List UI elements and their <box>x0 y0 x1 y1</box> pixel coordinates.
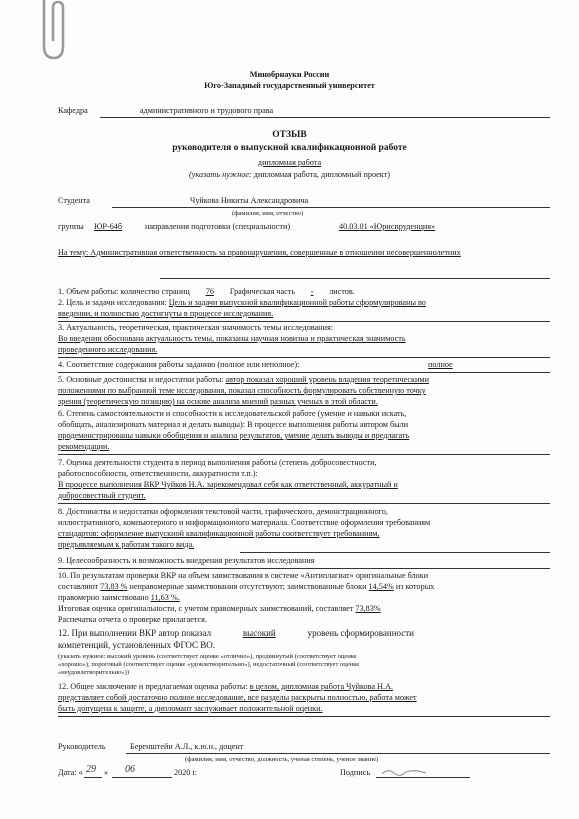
item-4-underline <box>58 372 550 373</box>
item-8-a: 8. Достоинства и недостатки оформления текстовой части, графического, демонстрационного, <box>58 507 388 516</box>
competency-note-1: (указать нужное: высокий уровень (соответствует оценке «отлично»), продвинутый (соответствует оценке <box>58 653 357 660</box>
graphic-count: - <box>310 287 314 296</box>
date-year: 2020 г. <box>174 768 197 777</box>
competency-note-2: «хорошо»), пороговый (соответствует оценке «удовлетворительно»), недостаточный (соответствует оценке <box>58 661 360 668</box>
date-month: 06 <box>125 764 135 775</box>
item-6-c: продемонстрированы навыки обобщения и анализа результатов, умение делать выводы и предлагать <box>58 431 410 440</box>
item-10-b: составляют 73,83 % неправомерные заимствования отсутствуют; заимствованные блоки 14,54% из которых <box>58 582 435 591</box>
item-8-b: иллюстративного, компьютерного и информационного материала. Соответствие оформления требованиям <box>58 518 431 527</box>
item-8-c: стандартов: оформление выпускной квалификационной работы соответствует требованиям, <box>58 529 380 538</box>
item-7-b: работоспособности, ответственности, аккуратности т.п.): <box>58 469 258 478</box>
paperclip-icon <box>32 0 72 62</box>
item-10-a: 10. По результатам проверки ВКР на объем заимствования в системе «Антиплагиат» оригинальные блоки <box>58 571 429 580</box>
signature-mark <box>380 764 430 783</box>
item-3: 3. Актуальность, теоретическая, практическая значимость темы исследования: <box>58 323 333 332</box>
ministry-name: Минобрнауки России <box>249 70 330 79</box>
topic: На тему: Административная ответственность за правонарушения, совершенные в отношении несовершеннолетних <box>58 248 461 257</box>
topic-underline <box>160 278 550 279</box>
supervisor-label: Руководитель <box>58 742 106 751</box>
legal-percent: 11,63 %. <box>150 593 180 602</box>
item-8-underline <box>240 552 550 553</box>
signature-label: Подпись <box>340 768 371 777</box>
item-5-d: зрения (теоретическую позицию) на основе анализа мнений разных ученых в этой области. <box>58 397 378 406</box>
date-month-underline <box>112 777 172 778</box>
item-4-value: полное <box>428 360 453 369</box>
item-5: 5. Основные достоинства и недостатки работы: автор показал хороший уровень владения теоретическими <box>58 375 429 384</box>
total-originality: 73,83% <box>355 604 381 613</box>
date-day: 29 <box>86 764 96 775</box>
borrowed-percent: 14,54% <box>368 582 394 591</box>
conclusion-c: представляет собой достаточно полное исследование, все разделы раскрыты полностью, работа может <box>58 693 417 702</box>
supervisor-caption: (фамилия, имя, отчество, должность, ученая степень, ученое звание) <box>185 756 379 763</box>
supervisor-underline <box>126 753 550 754</box>
student-name: Чуйкова Никиты Александровича <box>190 196 309 205</box>
item-6-a: 6. Степень самостоятельности и способности к исследовательской работе (умение и навыки искать, <box>58 409 407 418</box>
item-7-c: В процессе выполнения ВКР Чуйков Н.А. зарекомендовал себя как ответственный, аккуратный и <box>58 480 398 489</box>
document-title: ОТЗЫВ <box>272 130 307 140</box>
student-underline <box>112 207 550 208</box>
item-7-d: добросовестный студент. <box>58 491 146 500</box>
date-label: Дата: « <box>58 768 83 777</box>
item-12-competencies: 12. При выполнении ВКР автор показал высокий уровень сформированности <box>58 628 414 638</box>
competency-note-3: «неудовлетворительно»)) <box>58 669 130 676</box>
item-3-underline <box>58 357 550 358</box>
direction-value: 40.03.01 «Юриспруденция» <box>339 222 436 231</box>
document-subtitle: руководителя о выпускной квалификационной работе <box>172 143 407 153</box>
item-3-b: Во введении обоснована актуальность темы, показаны научная новизна и практическая значимость <box>58 334 406 343</box>
item-10-e: Распечатка отчета о проверке прилагается. <box>58 615 207 624</box>
group-label: группы <box>58 222 84 231</box>
item-6-d: рекомендации. <box>58 442 110 451</box>
conclusion-d: быть допущена к защите, а дипломант заслуживает положительной оценки. <box>58 704 323 713</box>
item-10-c: правомерно заимствовано 11,63 %. <box>58 593 180 602</box>
conclusion-underline <box>58 716 550 717</box>
original-percent: 73,83 % <box>100 582 128 591</box>
item-8-d: предъявляемым к работам такого вида. <box>58 540 195 549</box>
item-12-competencies-b: компетенций, установленных ФГОС ВО. <box>58 640 216 650</box>
department-value: административного и трудового права <box>140 106 274 115</box>
work-type-hint: (указать нужное: дипломная работа, дипломный проект) <box>189 170 390 179</box>
work-type: дипломная работа <box>257 158 322 167</box>
date-separator: » <box>104 768 109 777</box>
item-9-underline <box>58 568 550 569</box>
department-label: Кафедра <box>58 106 88 115</box>
item-2-underline <box>58 321 550 322</box>
date-day-underline <box>84 777 102 778</box>
item-9: 9. Целесообразность и возможность внедрения результатов исследования <box>58 556 315 565</box>
university-name: Юго-Западный государственный университет <box>204 81 375 90</box>
competency-level: высокий <box>242 628 276 638</box>
item-10-d: Итоговая оценка оригинальности, с учетом правомерных заимствований, составляет 73,83% <box>58 604 381 613</box>
item-6-b: обобщать, анализировать материал и делать выводы): В процессе выполнения работы автором были <box>58 420 409 429</box>
item-7-underline <box>58 503 550 504</box>
item-2-cont: введении, и полностью достигнуты в процессе исследования. <box>58 309 274 318</box>
group-value: ЮР-64б <box>94 222 123 231</box>
item-5-c: положениями по выбранной теме исследования, показал способность формулировать собственную точку <box>58 386 426 395</box>
direction-label: направления подготовки (специальности) <box>145 222 291 231</box>
student-label: Студента <box>58 196 90 205</box>
item-4: 4. Соответствие содержания работы заданию (полное или неполное): <box>58 360 300 369</box>
item-7-a: 7. Оценка деятельности студента в период выполнения работы (степень добросовестности, <box>58 458 377 467</box>
conclusion-a: 12. Общее заключение и предлагаемая оценка работы: в целом, дипломная работа Чуйкова Н.А. <box>58 682 393 691</box>
item-6-underline <box>58 454 550 455</box>
item-2: 2. Цель и задачи исследования: Цель и задачи выпускной квалификационной работы сформулированы во <box>58 298 426 307</box>
topic-value: Административная ответственность за правонарушения, совершенные в отношении несовершеннолетних <box>90 248 461 257</box>
department-underline <box>100 117 550 118</box>
supervisor-value: Беренштейн А.Л., к.ю.н., доцент <box>130 742 244 751</box>
page-count: 76 <box>205 287 214 296</box>
item-3-c: проведенного исследования. <box>58 345 158 354</box>
item-1: 1. Объем работы: количество страниц 76 Графическая часть - листов. <box>58 287 355 296</box>
student-caption: (фамилия, имя, отчество) <box>232 210 304 217</box>
